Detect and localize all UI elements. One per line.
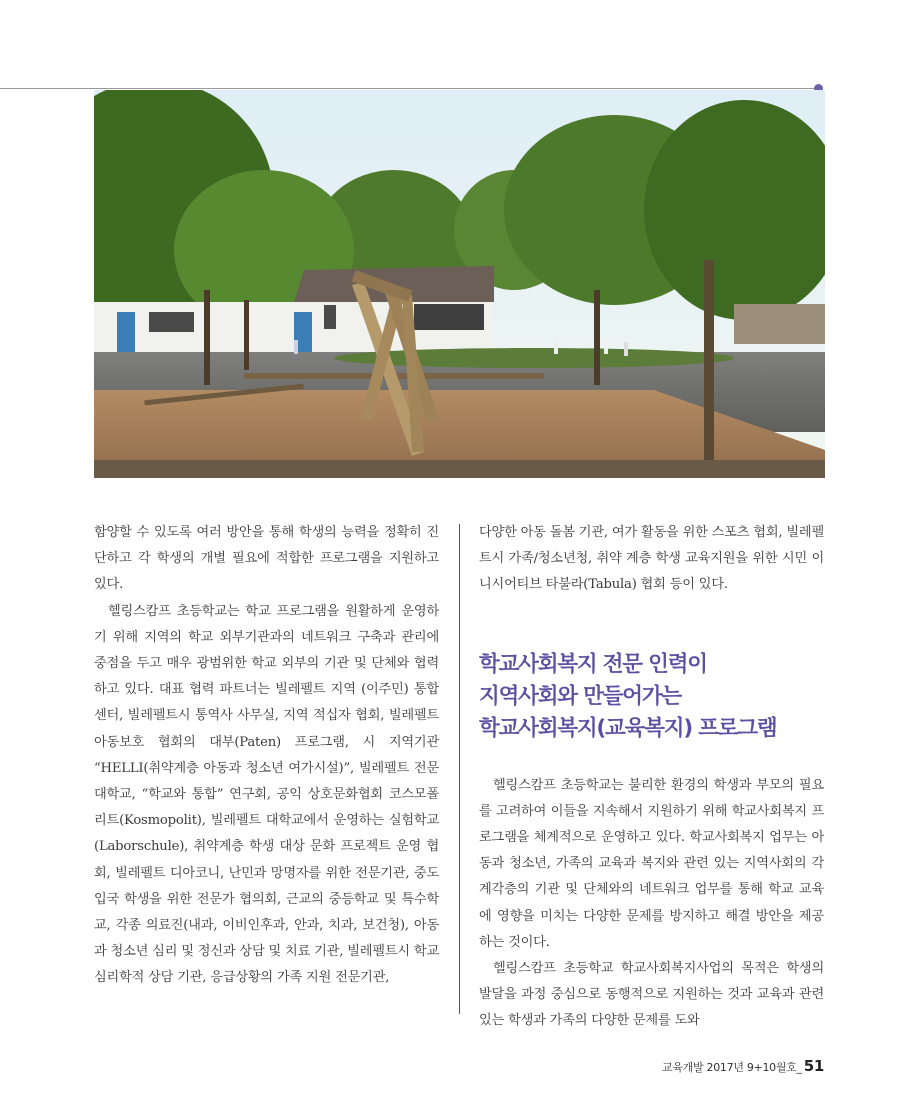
page-number: 51 bbox=[803, 1057, 824, 1075]
left-paragraph-2: 헬링스캄프 초등학교는 학교 프로그램을 원활하게 운영하기 위해 지역의 학교 외부기관과의 네트워크 구축과 관리에 중점을 두고 매우 광범위한 학교 외부의 기관 및 단체와 협력하고 있다. 대표 협력 파트너는 빌레펠트 지역 (이주민) 통합센터, 빌레펠트시 통역사 사무실, 지역 적십자 협회, 빌레펠트 아동보호 협회의 대부(Paten) 프로그램, 시 지역기관 “HELLI(취약계층 아동과 청소년 여가시설)”, 빌레펠트 전문대학교, “학교와 통합” 연구회, 공익 상호문화협회 코스모폴리트(Kosmopolit), 빌레펠트 대학교에서 운영하는 실험학교(Laborschule), 취약계층 학생 대상 문화 프로젝트 운영 협회, 빌레펠트 디아코니, 난민과 망명자를 위한 전문기관, 중도입국 학생을 위한 전문가 협의회, 근교의 중등학교 및 특수학교, 각종 의료진(내과, 이비인후과, 안과, 치과, 보건청), 아동과 청소년 심리 및 정신과 상담 및 치료 기관, 빌레펠트시 학교심리학적 상담 기관, 응급상황의 가족 지원 전문기관, bbox=[94, 603, 439, 986]
right-paragraph-1: 헬링스캄프 초등학교는 불리한 환경의 학생과 부모의 필요를 고려하여 이들을 지속해서 지원하기 위해 학교사회복지 프로그램을 체계적으로 운영하고 있다. 학교사회복지 업무는 아동과 청소년, 가족의 교육과 복지와 관련 있는 지역사회의 각계각층의 기관 및 단체와의 네트워크 업무를 통해 학교 교육에 영향을 미치는 다양한 문제를 방지하고 해결 방안을 제공하는 것이다. bbox=[479, 777, 824, 950]
publication-label: 교육개발 2017년 9+10월호_ bbox=[662, 1061, 802, 1074]
schoolyard-photo bbox=[94, 90, 825, 478]
right-column bbox=[479, 520, 824, 1035]
left-column bbox=[94, 520, 439, 992]
right-paragraph-2: 헬링스캄프 초등학교 학교사회복지사업의 목적은 학생의 발달을 과정 중심으로 동행적으로 지원하는 것과 교육과 관련 있는 학생과 가족의 다양한 문제를 도와 bbox=[479, 961, 824, 1029]
section-heading-line-2: 지역사회와 만들어가는 bbox=[479, 683, 681, 709]
left-paragraph-1: 함양할 수 있도록 여러 방안을 통해 학생의 능력을 정확히 진단하고 각 학생의 개별 필요에 적합한 프로그램을 지원하고 있다. bbox=[94, 525, 439, 593]
section-heading-line-3: 학교사회복지(교육복지) 프로그램 bbox=[479, 715, 777, 741]
column-divider bbox=[459, 524, 460, 1014]
top-rule bbox=[0, 88, 820, 89]
page-footer bbox=[662, 1057, 824, 1075]
section-heading bbox=[479, 649, 824, 745]
right-intro-paragraph: 다양한 아동 돌봄 기관, 여가 활동을 위한 스포츠 협회, 빌레펠트시 가족/청소년청, 취약 계층 학생 교육지원을 위한 시민 이니시어티브 타불라(Tabula) 협회 등이 있다. bbox=[479, 525, 824, 593]
section-heading-line-1: 학교사회복지 전문 인력이 bbox=[479, 651, 707, 677]
